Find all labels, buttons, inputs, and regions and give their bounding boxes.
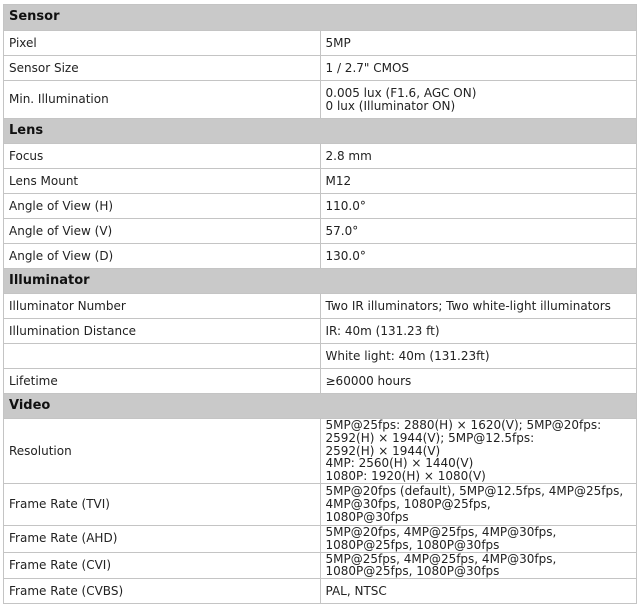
row-value: 2.8 mm [320, 144, 637, 169]
row-value: ≥60000 hours [320, 369, 637, 394]
table-row [4, 552, 637, 579]
row-value: M12 [320, 169, 637, 194]
row-label: Resolution [4, 419, 321, 484]
row-label: Focus [4, 144, 321, 169]
row-value: 0.005 lux (F1.6, AGC ON) 0 lux (Illuminator ON) [320, 81, 637, 119]
table-row [4, 419, 637, 484]
row-label: Frame Rate (CVBS) [4, 579, 321, 604]
row-label: Angle of View (V) [4, 219, 321, 244]
row-value: 57.0° [320, 219, 637, 244]
row-value: 5MP@25fps, 4MP@25fps, 4MP@30fps, 1080P@25fps, 1080P@30fps [320, 552, 637, 579]
table-row [4, 526, 637, 553]
table-row [4, 219, 637, 244]
table-row [4, 144, 637, 169]
table-row [4, 244, 637, 269]
section-title: Video [4, 394, 637, 419]
table-row [4, 31, 637, 56]
row-label [4, 344, 321, 369]
table-row [4, 294, 637, 319]
table-row [4, 56, 637, 81]
row-label: Frame Rate (AHD) [4, 526, 321, 553]
row-value: PAL, NTSC [320, 579, 637, 604]
table-row [4, 369, 637, 394]
table-row [4, 81, 637, 119]
row-label: Lifetime [4, 369, 321, 394]
row-label: Angle of View (D) [4, 244, 321, 269]
table-row [4, 484, 637, 526]
spec-table [3, 4, 637, 604]
section-header-lens [4, 119, 637, 144]
row-label: Angle of View (H) [4, 194, 321, 219]
section-header-illuminator [4, 269, 637, 294]
row-value: 130.0° [320, 244, 637, 269]
section-header-video [4, 394, 637, 419]
row-label: Lens Mount [4, 169, 321, 194]
table-row [4, 344, 637, 369]
section-title: Illuminator [4, 269, 637, 294]
table-row [4, 319, 637, 344]
row-value: 1 / 2.7" CMOS [320, 56, 637, 81]
row-label: Illuminator Number [4, 294, 321, 319]
row-value: IR: 40m (131.23 ft) [320, 319, 637, 344]
table-row [4, 579, 637, 604]
section-title: Lens [4, 119, 637, 144]
row-value: Two IR illuminators; Two white-light illuminators [320, 294, 637, 319]
row-label: Sensor Size [4, 56, 321, 81]
row-value: 5MP@25fps: 2880(H) × 1620(V); 5MP@20fps: 2592(H) × 1944(V); 5MP@12.5fps: 2592(H) × 1944(V) 4MP: 2560(H) × 1440(V) 1080P: 1920(H) × 1080(V) [320, 419, 637, 484]
table-row [4, 194, 637, 219]
row-label: Pixel [4, 31, 321, 56]
row-label: Frame Rate (CVI) [4, 552, 321, 579]
row-value: 5MP [320, 31, 637, 56]
row-value: 110.0° [320, 194, 637, 219]
row-label: Min. Illumination [4, 81, 321, 119]
row-value: 5MP@20fps (default), 5MP@12.5fps, 4MP@25fps, 4MP@30fps, 1080P@25fps, 1080P@30fps [320, 484, 637, 526]
section-header-sensor [4, 5, 637, 31]
table-row [4, 169, 637, 194]
row-value: White light: 40m (131.23ft) [320, 344, 637, 369]
row-label: Illumination Distance [4, 319, 321, 344]
row-value: 5MP@20fps, 4MP@25fps, 4MP@30fps, 1080P@25fps, 1080P@30fps [320, 526, 637, 553]
row-label: Frame Rate (TVI) [4, 484, 321, 526]
section-title: Sensor [4, 5, 637, 31]
